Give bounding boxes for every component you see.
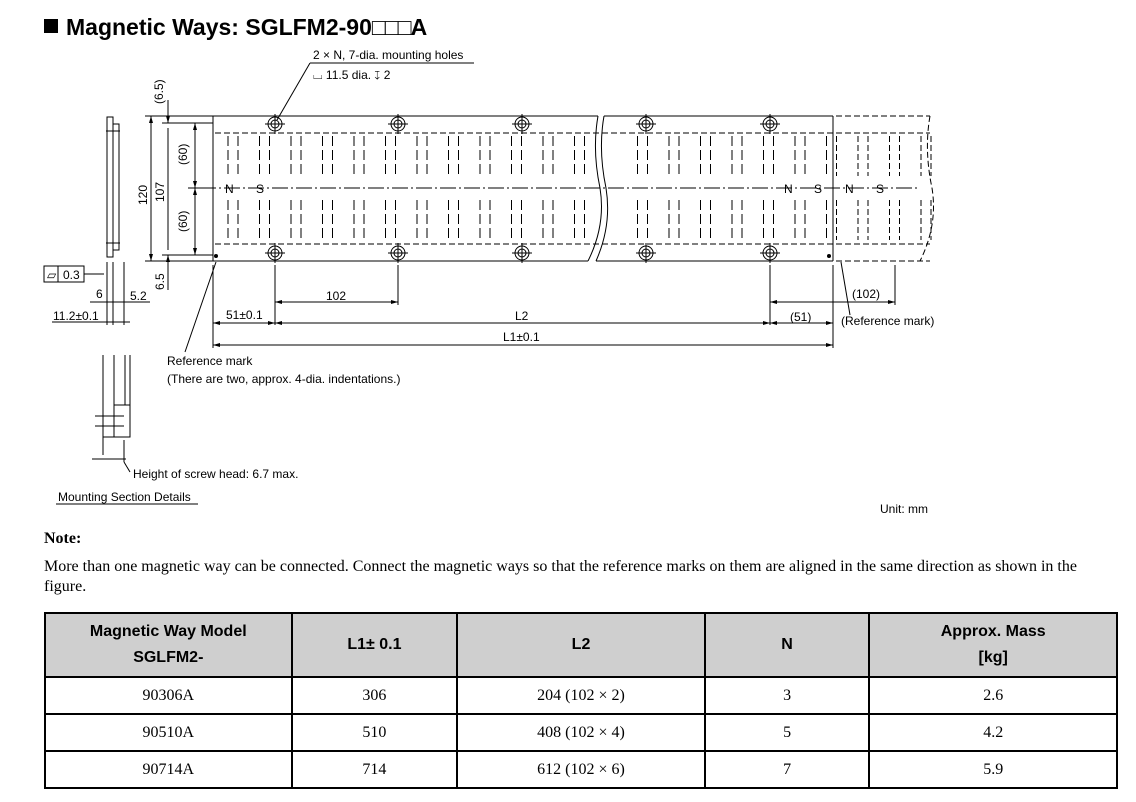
header-l1: L1± 0.1	[292, 613, 458, 677]
pole-label: S	[876, 182, 885, 196]
reference-mark-label: Reference mark	[167, 354, 253, 368]
mounting-hole-icon	[512, 114, 532, 134]
dim-label: 5.2	[130, 289, 147, 303]
cell-model: 90714A	[45, 751, 292, 788]
mounting-hole-icon	[512, 243, 532, 263]
mounting-hole-icon	[388, 243, 408, 263]
square-bullet-icon	[44, 19, 58, 33]
pole-label: N	[845, 182, 854, 196]
dim-label: (51)	[790, 310, 812, 324]
cell-l2: 204 (102 × 2)	[457, 677, 704, 714]
table-row	[45, 751, 1117, 788]
spec-table	[44, 612, 1118, 789]
dim-label: 107	[153, 181, 167, 202]
mounting-hole-icon	[265, 243, 285, 263]
cell-n: 5	[705, 714, 870, 751]
header-l2: L2	[457, 613, 704, 677]
header-mass: Approx. Mass [kg]	[869, 613, 1117, 677]
flatness-symbol: ▱	[47, 268, 57, 282]
header-n: N	[705, 613, 870, 677]
note-heading: Note:	[44, 530, 82, 547]
mounting-hole-icon	[760, 243, 780, 263]
mounting-hole-icon	[636, 114, 656, 134]
cell-l2: 612 (102 × 6)	[457, 751, 704, 788]
pole-label: S	[814, 182, 823, 196]
dim-label: 51±0.1	[226, 308, 263, 322]
cell-l1: 510	[292, 714, 458, 751]
unit-label: Unit: mm	[880, 502, 928, 516]
table-row	[45, 677, 1117, 714]
cell-model: 90306A	[45, 677, 292, 714]
holes-note: 2 × N, 7-dia. mounting holes	[313, 48, 464, 62]
pole-label: S	[256, 182, 265, 196]
screw-head-note: Height of screw head: 6.7 max.	[133, 467, 299, 481]
mounting-hole-icon	[760, 114, 780, 134]
cell-mass: 2.6	[869, 677, 1117, 714]
table-header-row	[45, 613, 1117, 677]
dim-label: 0.3	[63, 268, 80, 282]
mounting-details-label: Mounting Section Details	[58, 490, 191, 504]
pole-label: N	[784, 182, 793, 196]
cell-n: 3	[705, 677, 870, 714]
dim-label: L1±0.1	[503, 330, 540, 344]
mounting-hole-icon	[265, 114, 285, 134]
cell-l1: 714	[292, 751, 458, 788]
dim-label: (60)	[176, 143, 190, 165]
header-model: Magnetic Way Model SGLFM2-	[45, 613, 292, 677]
dim-label: 11.2±0.1	[53, 309, 99, 323]
dim-label: 6.5	[153, 273, 167, 290]
dim-label: L2	[515, 309, 529, 323]
table-row	[45, 714, 1117, 751]
pole-label: N	[225, 182, 234, 196]
dim-label: 6	[96, 287, 103, 301]
cell-n: 7	[705, 751, 870, 788]
mounting-hole-icon	[636, 243, 656, 263]
cell-l2: 408 (102 × 4)	[457, 714, 704, 751]
cell-l1: 306	[292, 677, 458, 714]
page-title: Magnetic Ways: SGLFM2-90□□□A	[44, 14, 427, 41]
dimension-drawing	[0, 40, 1136, 510]
cell-mass: 5.9	[869, 751, 1117, 788]
dim-label: 120	[136, 184, 150, 205]
cell-mass: 4.2	[869, 714, 1117, 751]
reference-mark-note: (There are two, approx. 4-dia. indentations.)	[167, 372, 401, 386]
note-text: More than one magnetic way can be connected. Connect the magnetic ways so that the reference marks on them are aligned in the same direction as shown in the figure.	[44, 558, 1077, 595]
mounting-hole-icon	[388, 114, 408, 134]
cell-model: 90510A	[45, 714, 292, 751]
holes-counterbore-note: ⌴ 11.5 dia. ↧ 2	[313, 68, 391, 82]
dim-label: 102	[326, 289, 347, 303]
reference-mark-label: (Reference mark)	[841, 314, 935, 328]
dim-label: (102)	[852, 287, 881, 301]
dim-label: (60)	[176, 210, 190, 232]
dim-label: (6.5)	[152, 79, 166, 104]
